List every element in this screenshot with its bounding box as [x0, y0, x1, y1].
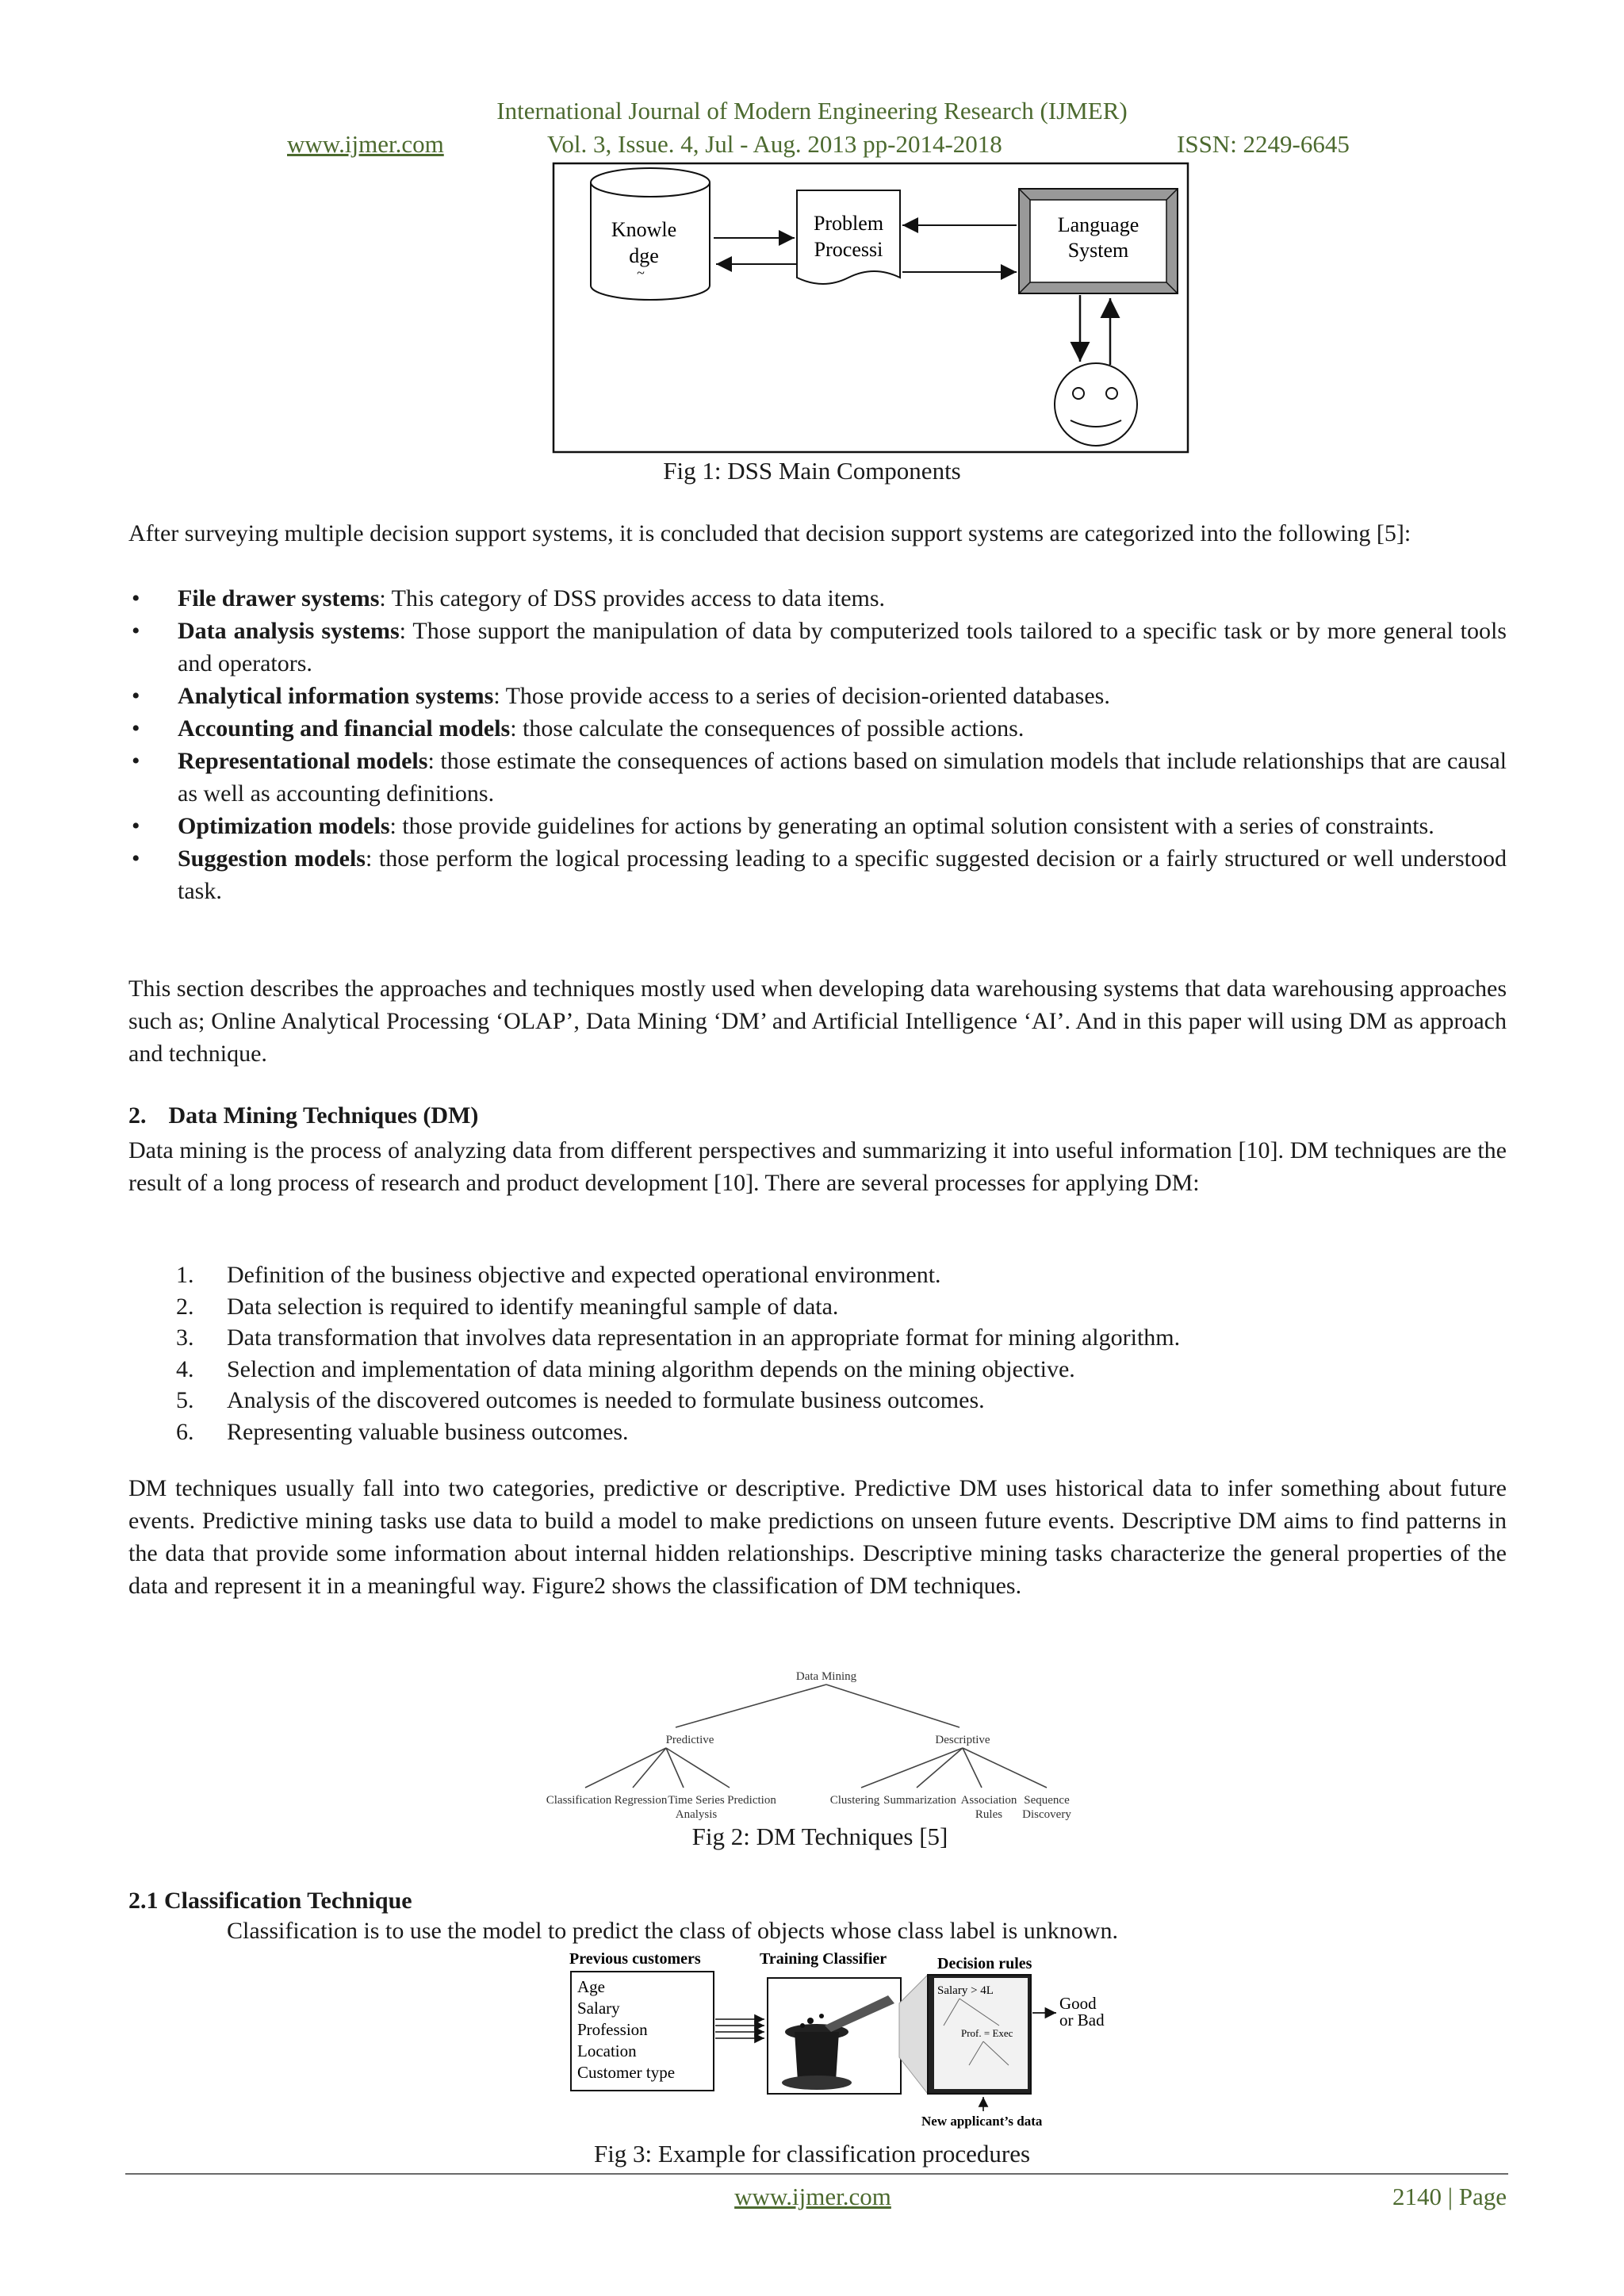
language-label-2: System [1067, 239, 1129, 262]
knowledge-label-3: ~ [637, 265, 645, 281]
attribute-customer-type: Customer type [577, 2063, 676, 2082]
list-item: 1. Definition of the business objective and expected operational environment. [176, 1262, 941, 1288]
dm-process-list [176, 1259, 1445, 1447]
knowledge-label-2: dge [629, 244, 659, 267]
list-item: 5. Analysis of the discovered outcomes is needed to formulate business outcomes. [176, 1387, 985, 1413]
tree-leaf-time-series: Time Series [668, 1794, 725, 1807]
attribute-salary: Salary [577, 1999, 620, 2018]
list-item: • Analytical information systems: Those provide access to a series of decision-oriented databases. [132, 683, 1110, 709]
section2-paragraph1: Data mining is the process of analyzing data from different perspectives and summarizing it into useful information [10]. DM techniques are the result of a long process of research and product development [10]. There are several processes for applying DM: [128, 1137, 1507, 1196]
list-item: 4. Selection and implementation of data mining algorithm depends on the mining objective. [176, 1355, 1075, 1382]
footer-website-link[interactable]: www.ijmer.com [734, 2183, 891, 2210]
header-website-link[interactable]: www.ijmer.com [287, 130, 444, 158]
result-bad: or Bad [1059, 2010, 1105, 2030]
language-label-1: Language [1057, 213, 1139, 236]
tree-leaf-sequence-2: Discovery [1022, 1808, 1071, 1821]
tree-leaf-sequence: Sequence [1024, 1794, 1070, 1807]
list-item: 6. Representing valuable business outcomes. [176, 1418, 629, 1445]
fig1-dss-diagram [547, 159, 1197, 460]
previous-customers-label: Previous customers [569, 1950, 701, 1968]
fig2-caption: Fig 2: DM Techniques [5] [691, 1823, 948, 1850]
attribute-age: Age [577, 1977, 605, 1996]
problem-label-2: Processi [814, 238, 883, 261]
tree-leaf-association: Association [960, 1794, 1017, 1807]
section2-heading: 2. Data Mining Techniques (DM) [128, 1102, 479, 1129]
dss-category-list [128, 582, 1507, 907]
issn: ISSN: 2249-6645 [1177, 130, 1350, 158]
attribute-profession: Profession [577, 2020, 648, 2039]
tree-leaf-association-2: Rules [975, 1808, 1003, 1821]
attribute-location: Location [577, 2041, 637, 2060]
tree-leaf-clustering: Clustering [829, 1794, 880, 1807]
decision-rules-label: Decision rules [937, 1955, 1032, 1972]
tree-leaf-prediction: Prediction [727, 1794, 776, 1807]
fig3-classification-example [555, 1946, 1110, 2129]
knowledge-label-1: Knowle [611, 218, 677, 241]
training-classifier-label: Training Classifier [760, 1950, 887, 1968]
section-intro-paragraph: This section describes the approaches and techniques mostly used when developing data warehousing systems that data warehousing approaches such as; Online Analytical Processing ‘OLAP’, Data Mining ‘DM’ and Artificial Intelligence ‘AI’. And in this paper will using DM as approach and technique. [128, 976, 1507, 1067]
intro-paragraph: After surveying multiple decision support systems, it is concluded that decision support systems are categorized into the following [5]: [128, 520, 1411, 546]
new-applicant-label: New applicant’s data [921, 2114, 1043, 2129]
list-item: 2. Data selection is required to identify meaningful sample of data. [176, 1293, 839, 1320]
tree-node-descriptive: Descriptive [935, 1734, 990, 1746]
tree-node-data-mining: Data Mining [795, 1670, 857, 1683]
list-item: • Suggestion models: those perform the logical processing leading to a specific suggested decision or a fairly structured or well understood task. [132, 845, 1507, 904]
problem-label-1: Problem [813, 212, 884, 235]
tree-leaf-classification: Classification [546, 1794, 612, 1807]
list-item: • Optimization models: those provide guidelines for actions by generating an optimal solution consistent with a series of constraints. [132, 813, 1434, 839]
rule-salary: Salary > 4L [937, 1984, 994, 1997]
tree-leaf-regression: Regression [614, 1794, 668, 1807]
fig2-dm-techniques-tree [539, 1664, 1110, 1830]
result-good: Good [1059, 1994, 1097, 2013]
section2-paragraph2: DM techniques usually fall into two categories, predictive or descriptive. Predictive DM uses historical data to infer something about future events. Predictive mining tasks use data to build a model to make predictions on unseen future events. Descriptive DM aims to find patterns in the data that provide some information about internal hidden relationships. Descriptive mining tasks characterize the general properties of the data and represent it in a meaningful way. Figure2 shows the classification of DM techniques. [128, 1475, 1507, 1599]
section21-text: Classification is to use the model to predict the class of objects whose class label is unknown. [227, 1918, 1118, 1944]
journal-title: International Journal of Modern Engineering Research (IJMER) [496, 97, 1128, 125]
footer-rule [125, 2173, 1508, 2175]
list-item: • Accounting and financial models: those calculate the consequences of possible actions. [132, 715, 1025, 742]
list-item: • File drawer systems: This category of DSS provides access to data items. [132, 585, 886, 611]
user-face-icon [1055, 363, 1137, 446]
volume-info: Vol. 3, Issue. 4, Jul - Aug. 2013 pp-2014-2018 [547, 130, 1002, 158]
section21-heading: 2.1 Classification Technique [128, 1888, 412, 1914]
tree-leaf-summarization: Summarization [883, 1794, 956, 1807]
list-item: • Representational models: those estimate the consequences of actions based on simulation models that include relationships that are causal as well as accounting definitions. [132, 748, 1507, 807]
list-item: • Data analysis systems: Those support the manipulation of data by computerized tools tailored to a specific task or by more general tools and operators. [132, 618, 1507, 677]
problem-processing-shape [797, 190, 900, 284]
list-item: 3. Data transformation that involves data representation in an appropriate format for mining algorithm. [176, 1324, 1181, 1351]
rule-profession: Prof. = Exec [961, 2027, 1013, 2039]
tree-node-predictive: Predictive [665, 1734, 714, 1746]
page-number: 2140 | Page [1392, 2183, 1507, 2210]
fig3-caption: Fig 3: Example for classification procedures [593, 2140, 1031, 2168]
tree-leaf-time-series-2: Analysis [675, 1808, 718, 1821]
fig1-caption: Fig 1: DSS Main Components [663, 457, 961, 485]
